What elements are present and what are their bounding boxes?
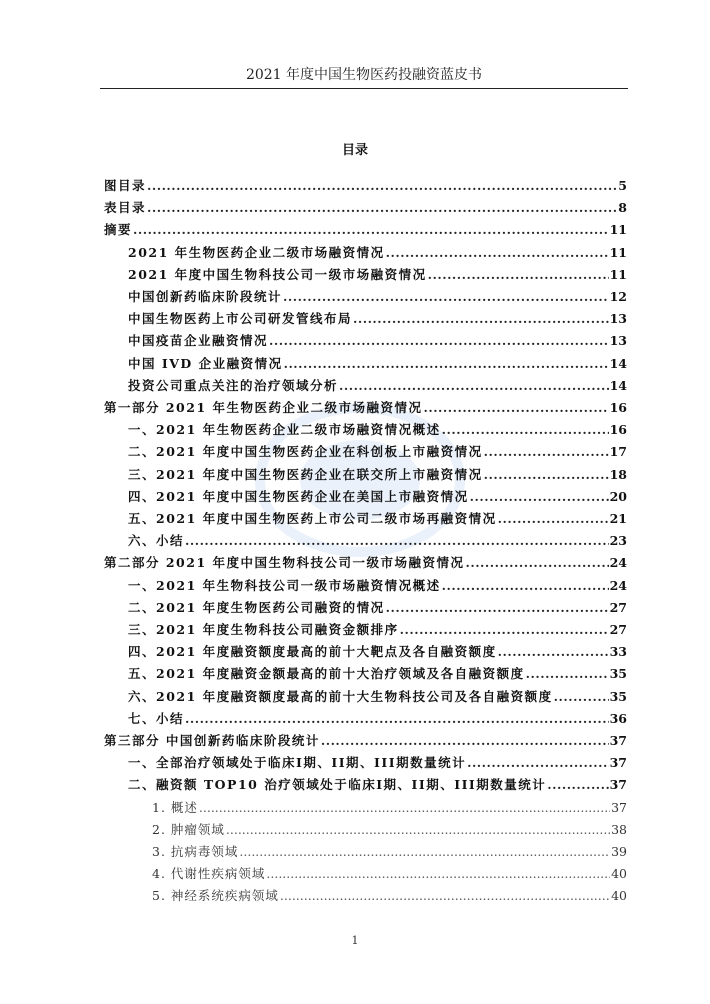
toc-leader-dots xyxy=(284,356,609,372)
toc-entry-page: 12 xyxy=(609,289,627,304)
toc-entry-page: 24 xyxy=(609,577,627,593)
toc-entry-page: 14 xyxy=(609,355,627,371)
toc-entry[interactable] xyxy=(128,689,627,707)
toc-entry-page: 40 xyxy=(611,888,627,904)
toc-entry-title: 中国生物医药上市公司研发管线布局 xyxy=(128,311,353,327)
toc-entry-page: 37 xyxy=(609,733,627,748)
toc-entry-page: 35 xyxy=(609,688,627,704)
toc-leader-dots xyxy=(199,800,610,816)
toc-entry[interactable] xyxy=(128,600,627,618)
toc-entry-page: 37 xyxy=(609,777,627,793)
toc-entry-title: 二、2021 年度生物医药公司融资的情况 xyxy=(128,599,385,615)
toc-entry[interactable] xyxy=(104,400,627,418)
toc-entry-title: 2021 年度中国生物科技公司一级市场融资情况 xyxy=(128,266,427,282)
toc-entry-title: 1. 概述 xyxy=(152,799,198,815)
toc-entry-page: 33 xyxy=(609,644,627,660)
toc-leader-dots xyxy=(147,178,617,194)
toc-entry[interactable] xyxy=(128,578,627,596)
toc-entry[interactable] xyxy=(104,222,627,240)
toc-entry-title: 3. 抗病毒领域 xyxy=(152,844,239,859)
running-header: 2021 年度中国生物医药投融资蓝皮书 xyxy=(245,67,483,83)
toc-entry-page: 37 xyxy=(609,755,627,771)
toc-leader-dots xyxy=(266,866,610,882)
toc-entry[interactable] xyxy=(128,777,627,795)
toc-entry-title: 一、全部治疗领域处于临床I期、II期、III期数量统计 xyxy=(128,755,467,771)
toc-title: 目录 xyxy=(341,143,368,158)
toc-entry-page: 11 xyxy=(609,222,627,238)
toc-leader-dots xyxy=(269,333,609,349)
toc-entry-page: 21 xyxy=(609,511,627,526)
toc-leader-dots xyxy=(386,245,609,261)
toc-leader-dots xyxy=(386,600,609,616)
toc-leader-dots xyxy=(466,555,609,571)
toc-entry-title: 投资公司重点关注的治疗领域分析 xyxy=(128,377,339,393)
toc-leader-dots xyxy=(467,755,609,771)
toc-entry[interactable] xyxy=(104,200,627,218)
toc-leader-dots xyxy=(280,888,610,904)
toc-entry[interactable] xyxy=(104,733,627,751)
toc-entry[interactable] xyxy=(128,311,627,329)
toc-entry-title: 第三部分 中国创新药临床阶段统计 xyxy=(104,733,320,748)
toc-entry[interactable] xyxy=(128,333,627,351)
toc-leader-dots xyxy=(470,489,609,505)
toc-entry-page: 18 xyxy=(609,466,627,482)
toc-entry[interactable] xyxy=(128,644,627,662)
toc-entry-page: 23 xyxy=(609,533,627,549)
toc-entry[interactable] xyxy=(128,666,627,684)
toc-entry-page: 38 xyxy=(611,821,627,837)
toc-entry-title: 第一部分 2021 年生物医药企业二级市场融资情况 xyxy=(104,400,423,415)
header-rule xyxy=(100,88,628,89)
toc-entry-title: 摘要 xyxy=(104,222,133,238)
toc-entry[interactable] xyxy=(104,555,627,573)
toc-entry-page: 8 xyxy=(618,200,627,216)
toc-entry[interactable] xyxy=(128,711,627,729)
toc-entry-page: 37 xyxy=(611,799,627,815)
toc-entry-title: 二、融资额 TOP10 治疗领域处于临床I期、II期、III期数量统计 xyxy=(128,777,547,793)
toc-entry-title: 中国创新药临床阶段统计 xyxy=(128,289,283,304)
toc-entry[interactable] xyxy=(152,844,627,862)
toc-entry-page: 16 xyxy=(609,422,627,438)
toc-entry-page: 39 xyxy=(611,844,627,859)
toc-entry-title: 五、2021 年度中国生物医药上市公司二级市场再融资情况 xyxy=(128,511,497,526)
toc-entry[interactable] xyxy=(128,489,627,507)
toc-entry-page: 16 xyxy=(609,400,627,415)
toc-entry-page: 11 xyxy=(609,244,627,260)
toc-entry[interactable] xyxy=(128,422,627,440)
toc-leader-dots xyxy=(442,578,609,594)
toc-leader-dots xyxy=(283,289,609,305)
toc-leader-dots xyxy=(424,400,609,416)
toc-leader-dots xyxy=(547,777,608,793)
toc-entry-page: 20 xyxy=(609,488,627,504)
toc-entry-page: 11 xyxy=(609,266,627,282)
toc-leader-dots xyxy=(442,422,609,438)
toc-leader-dots xyxy=(339,378,609,394)
toc-entry-title: 四、2021 年度中国生物医药企业在美国上市融资情况 xyxy=(128,488,469,504)
toc-leader-dots xyxy=(133,222,609,238)
toc-entry[interactable] xyxy=(128,267,627,285)
toc-entry[interactable] xyxy=(152,822,627,840)
toc-entry-title: 5. 神经系统疾病领域 xyxy=(152,888,279,904)
toc-entry-title: 表目录 xyxy=(104,200,147,216)
toc-entry-page: 40 xyxy=(611,866,627,882)
toc-entry[interactable] xyxy=(128,245,627,263)
toc-leader-dots xyxy=(147,200,617,216)
toc-entry-title: 七、小结 xyxy=(128,710,185,726)
toc-entry-page: 27 xyxy=(609,599,627,615)
toc-leader-dots xyxy=(526,666,609,682)
toc-entry-page: 35 xyxy=(609,666,627,682)
toc-leader-dots xyxy=(353,311,609,327)
toc-entry-title: 二、2021 年度中国生物医药企业在科创板上市融资情况 xyxy=(128,444,483,460)
toc-entry[interactable] xyxy=(104,178,627,196)
toc-entry-page: 5 xyxy=(618,178,627,193)
toc-entry-page: 13 xyxy=(609,311,627,327)
toc-entry-title: 第二部分 2021 年度中国生物科技公司一级市场融资情况 xyxy=(104,555,465,571)
page-number: 1 xyxy=(351,934,359,947)
toc-leader-dots xyxy=(239,844,610,860)
toc-entry[interactable] xyxy=(128,467,627,485)
toc-entry[interactable] xyxy=(152,866,627,884)
toc-entry-page: 36 xyxy=(609,710,627,726)
toc-entry-page: 24 xyxy=(609,555,627,571)
toc-entry-title: 2. 肿瘤领域 xyxy=(152,821,225,837)
toc-entry[interactable] xyxy=(128,511,627,529)
toc-leader-dots xyxy=(498,644,609,660)
toc-entry-page: 14 xyxy=(609,377,627,393)
toc-entry-title: 图目录 xyxy=(104,178,147,193)
toc-entry[interactable] xyxy=(128,289,627,307)
toc-entry[interactable] xyxy=(128,622,627,640)
toc-entry-title: 中国疫苗企业融资情况 xyxy=(128,333,269,349)
toc-entry-title: 一、2021 年生物医药企业二级市场融资情况概述 xyxy=(128,422,441,438)
toc-entry-title: 一、2021 年生物科技公司一级市场融资情况概述 xyxy=(128,577,441,593)
toc-leader-dots xyxy=(226,822,610,838)
toc-entry-title: 2021 年生物医药企业二级市场融资情况 xyxy=(128,244,385,260)
toc-entry[interactable] xyxy=(128,378,627,396)
toc-entry-page: 13 xyxy=(609,333,627,349)
toc-leader-dots xyxy=(484,444,609,460)
toc-entry-title: 三、2021 年度中国生物医药企业在联交所上市融资情况 xyxy=(128,466,483,482)
toc-entry[interactable] xyxy=(128,356,627,374)
toc-leader-dots xyxy=(554,689,609,705)
toc-entry-title: 三、2021 年度生物科技公司融资金额排序 xyxy=(128,622,399,637)
toc-entry-title: 五、2021 年度融资金额最高的前十大治疗领域及各自融资额度 xyxy=(128,666,525,682)
toc-entry-page: 17 xyxy=(609,444,627,460)
toc-leader-dots xyxy=(321,733,609,749)
toc-leader-dots xyxy=(400,622,609,638)
toc-entry[interactable] xyxy=(152,800,627,818)
toc-entry-title: 4. 代谢性疾病领域 xyxy=(152,866,266,882)
toc-entry-title: 六、2021 年度融资额度最高的前十大生物科技公司及各自融资额度 xyxy=(128,688,553,704)
toc-entry[interactable] xyxy=(128,755,627,773)
toc-leader-dots xyxy=(498,511,609,527)
toc-entry[interactable] xyxy=(128,444,627,462)
toc-leader-dots xyxy=(484,467,609,483)
toc-entry-title: 六、小结 xyxy=(128,533,185,549)
toc-entry-title: 中国 IVD 企业融资情况 xyxy=(128,355,283,371)
toc-entry[interactable] xyxy=(152,888,627,906)
toc-leader-dots xyxy=(428,267,609,283)
toc-entry-page: 27 xyxy=(609,622,627,637)
toc-leader-dots xyxy=(185,533,609,549)
toc-entry[interactable] xyxy=(128,533,627,551)
toc-entry-title: 四、2021 年度融资额度最高的前十大靶点及各自融资额度 xyxy=(128,644,497,660)
toc-leader-dots xyxy=(185,711,609,727)
